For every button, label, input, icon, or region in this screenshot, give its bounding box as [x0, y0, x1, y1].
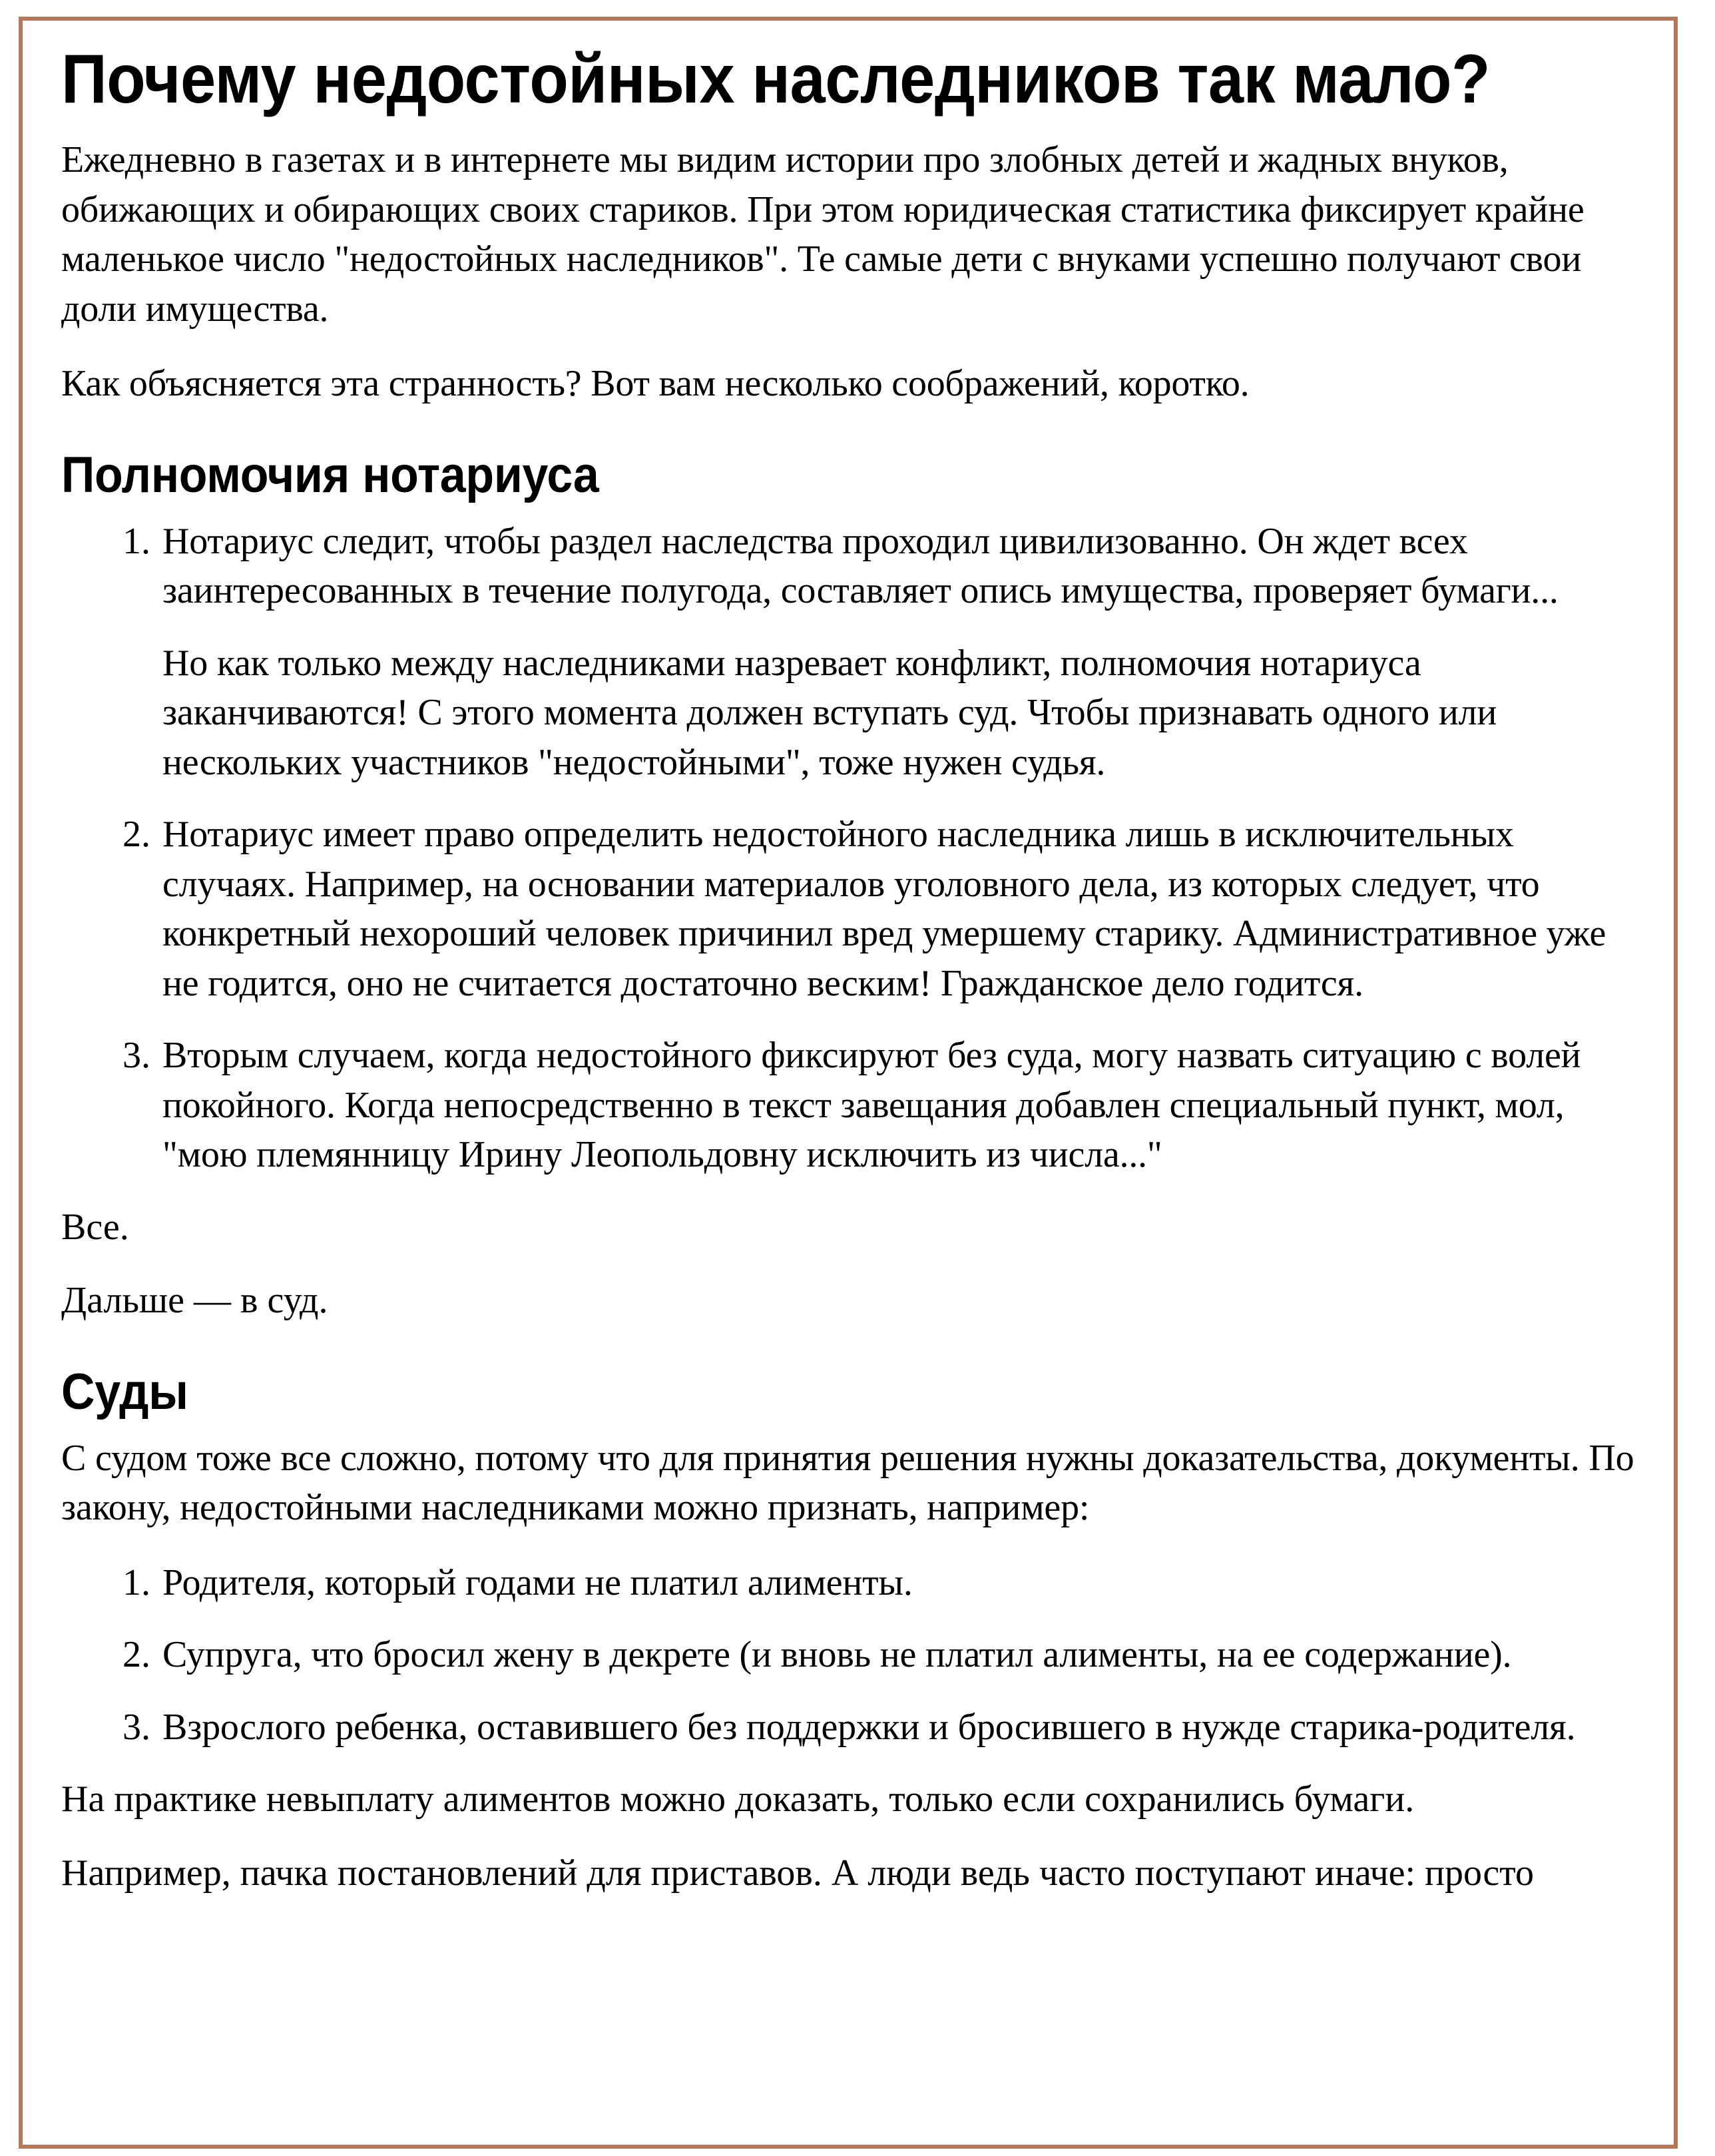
- courts-grounds-list: [61, 1558, 1646, 1752]
- intro-paragraph-1: Ежедневно в газетах и в интернете мы видим истории про злобных детей и жадных внуков, обижающих и обирающих своих стариков. При этом юридическая статистика фиксирует крайне маленькое число "недостойных наследников". Те самые дети с внуками успешно получают свои доли имущества.: [61, 139, 1585, 330]
- list-item-paragraph: Супруга, что бросил жену в декрете (и вновь не платил алименты, на ее содержание).: [162, 1634, 1512, 1676]
- list-item: [61, 810, 1646, 1008]
- list-item-paragraph: Нотариус следит, чтобы раздел наследства проходил цивилизованно. Он ждет всех заинтересованных в течение полугода, составляет опись имущества, проверяет бумаги...: [162, 520, 1559, 612]
- list-item: [61, 1558, 1646, 1607]
- list-item: [61, 517, 1646, 787]
- section-heading-courts: Суды: [61, 1363, 188, 1420]
- page-title: Почему недостойных наследников так мало?: [61, 41, 1490, 118]
- list-item-paragraph: Но как только между наследниками назревает конфликт, полномочия нотариуса заканчиваются! С этого момента должен вступать суд. Чтобы признавать одного или нескольких участников "недостойными", тоже нужен судья.: [162, 642, 1497, 783]
- list-item: [61, 1630, 1646, 1679]
- courts-section-closing-2: Например, пачка постановлений для приставов. А люди ведь часто поступают иначе: просто: [61, 1852, 1534, 1894]
- courts-section-closing-1: На практике невыплату алиментов можно доказать, только если сохранились бумаги.: [61, 1778, 1415, 1820]
- courts-intro-paragraph: С судом тоже все сложно, потому что для принятия решения нужны доказательства, документы. По закону, недостойными наследниками можно признать, например:: [61, 1437, 1634, 1529]
- notary-powers-list: [61, 517, 1646, 1180]
- list-item-paragraph: Нотариус имеет право определить недостойного наследника лишь в исключительных случаях. Например, на основании материалов уголовного дела, из которых следует, что конкретный нехороший человек причинил вред умершему старику. Административное уже не годится, оно не считается достаточно веским! Гражданское дело годится.: [162, 814, 1606, 1004]
- list-item-paragraph: Родителя, который годами не платил алименты.: [162, 1561, 913, 1603]
- list-item-paragraph: Взрослого ребенка, оставившего без поддержки и бросившего в нужде старика-родителя.: [162, 1706, 1576, 1748]
- list-item-paragraph: Вторым случаем, когда недостойного фиксируют без суда, могу назвать ситуацию с волей покойного. Когда непосредственно в текст завещания добавлен специальный пункт, мол, "мою племянницу Ирину Леопольдовну исключить из числа...": [162, 1035, 1581, 1176]
- list-item: [61, 1031, 1646, 1179]
- notary-section-closing-2: Дальше — в суд.: [61, 1280, 328, 1322]
- section-heading-notary-powers: Полномочия нотариуса: [61, 446, 599, 503]
- intro-paragraph-2: Как объясняется эта странность? Вот вам несколько соображений, коротко.: [61, 363, 1250, 405]
- notary-section-closing-1: Все.: [61, 1206, 129, 1248]
- list-item: [61, 1703, 1646, 1752]
- document-page: [19, 17, 1678, 2149]
- document-content: [23, 21, 1674, 1898]
